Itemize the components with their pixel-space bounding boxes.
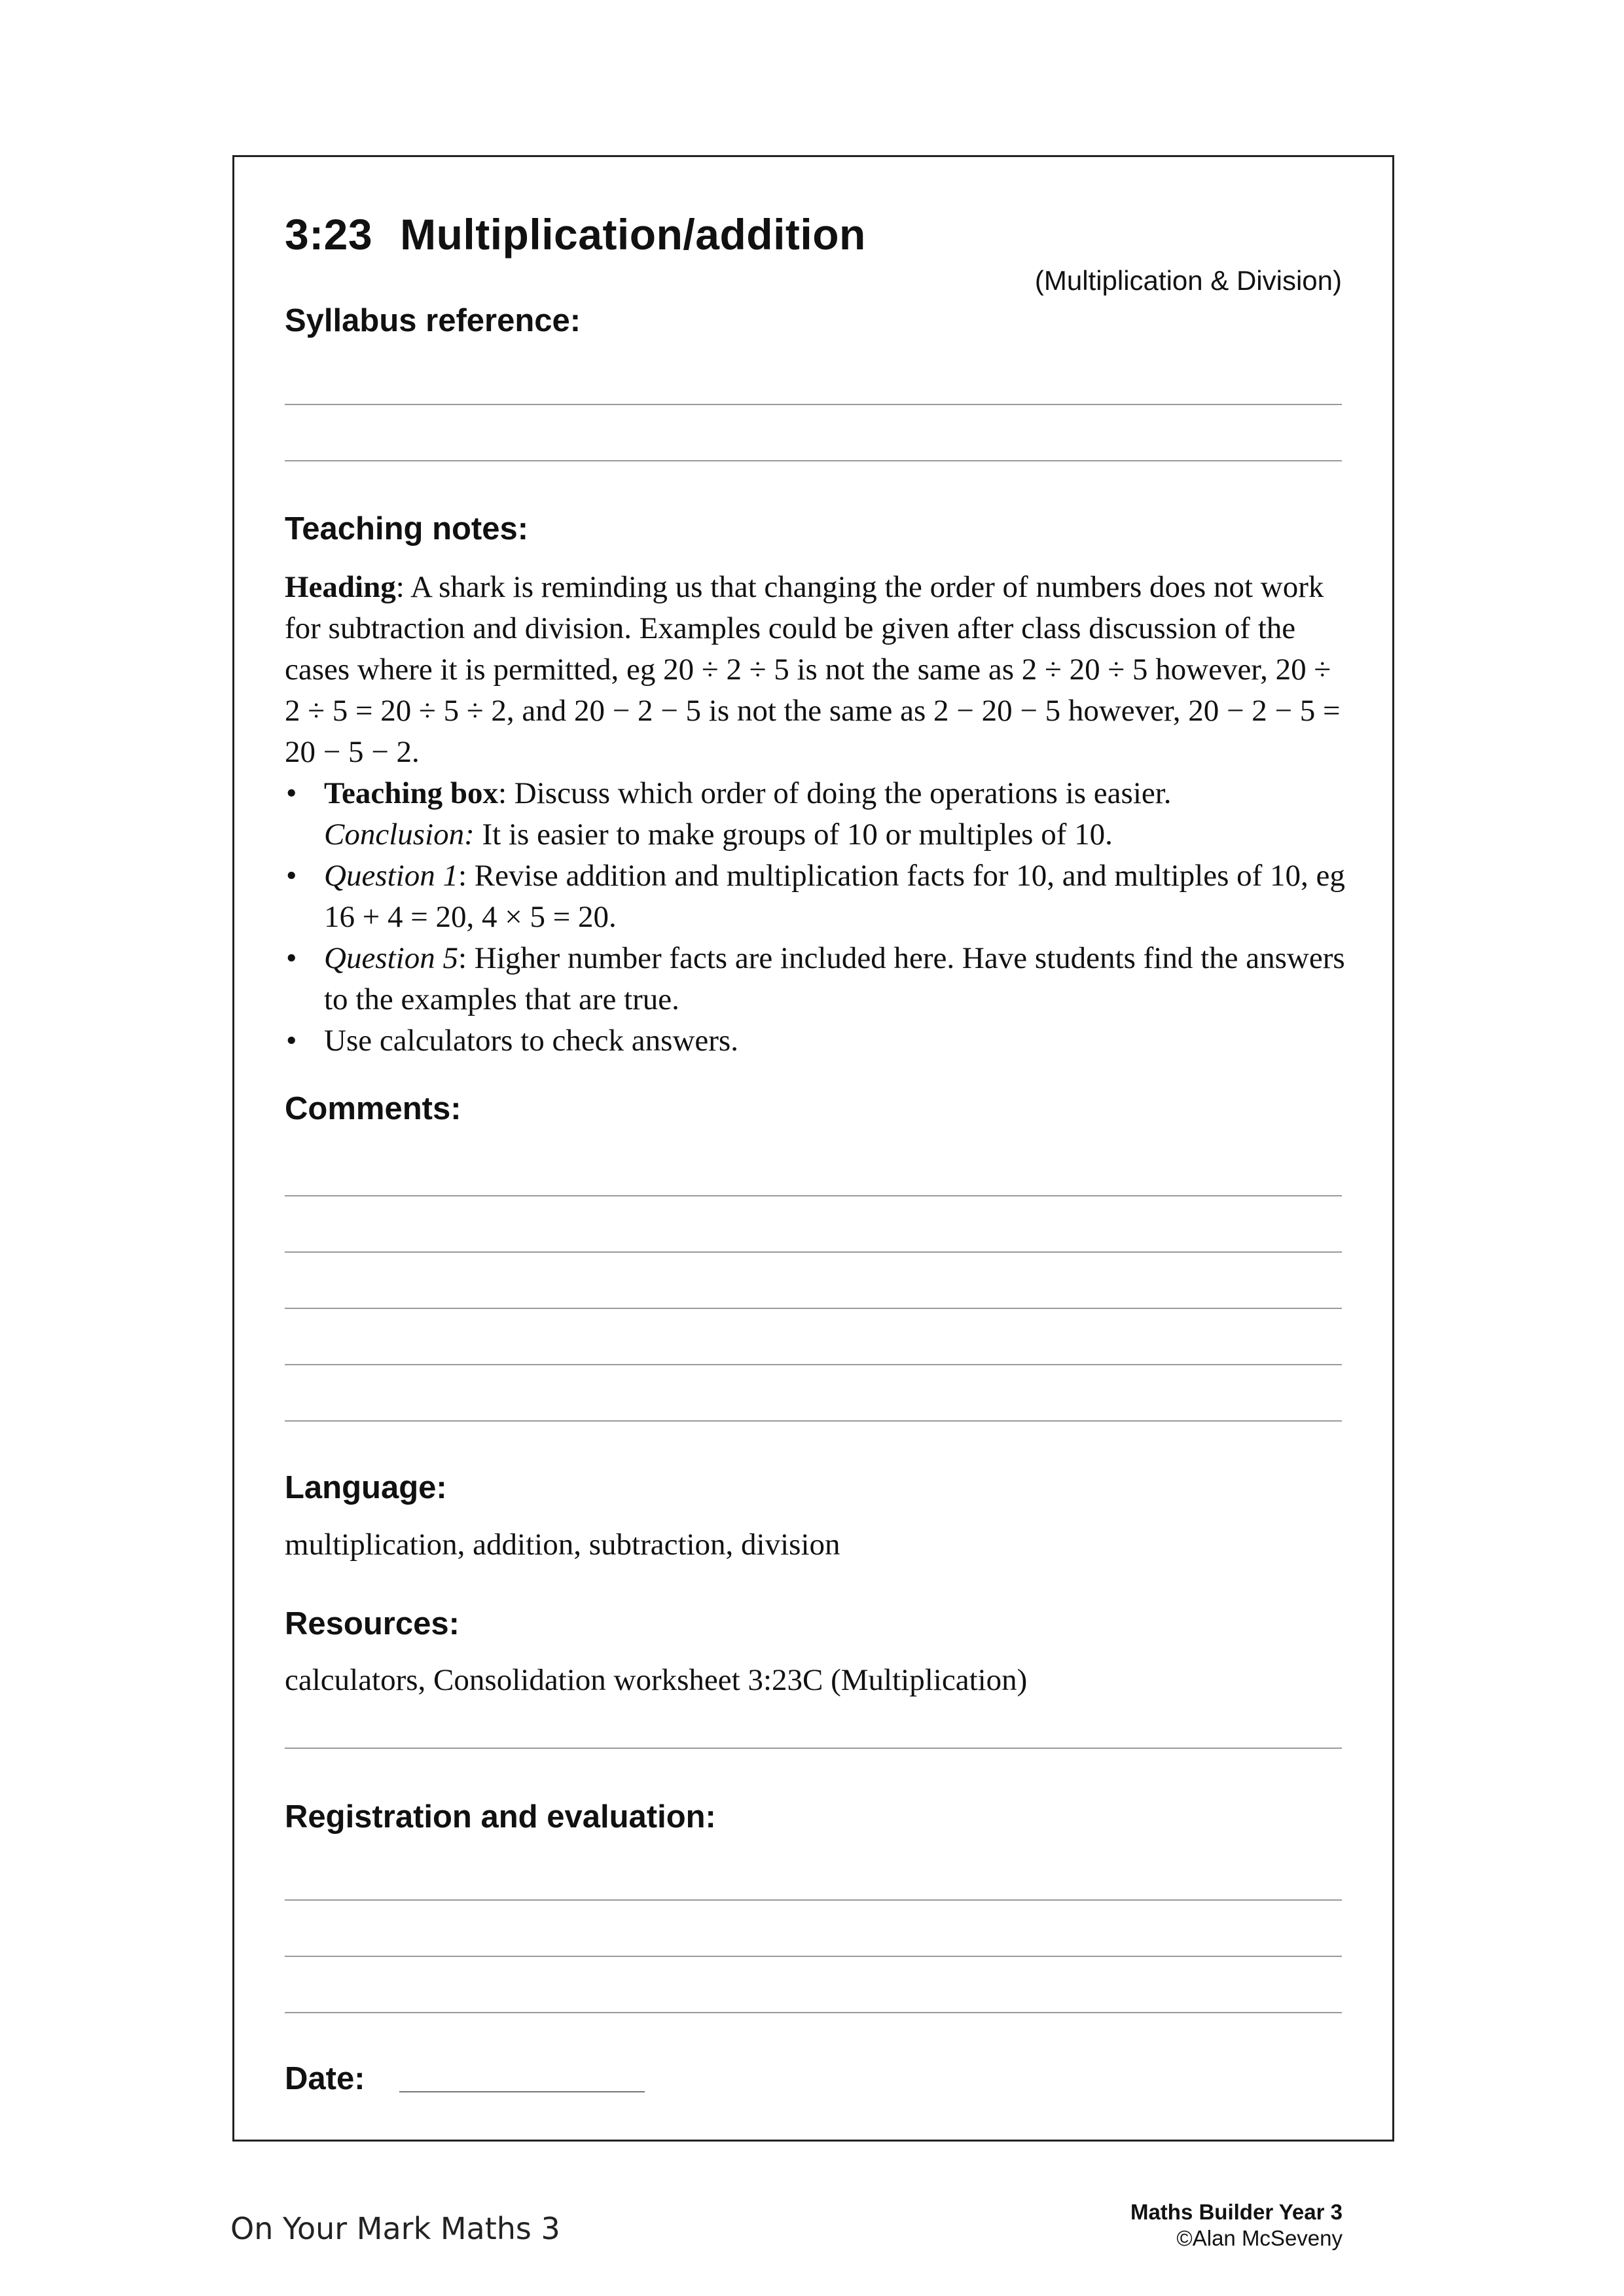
bullet-icon: • xyxy=(286,941,297,975)
teaching-bullets xyxy=(285,773,1345,1062)
language-text: multiplication, addition, subtraction, division xyxy=(285,1528,840,1562)
date-heading: Date: xyxy=(285,2061,365,2096)
syllabus-line-2[interactable] xyxy=(285,460,1342,461)
date-field-line[interactable] xyxy=(399,2091,645,2092)
registration-heading: Registration and evaluation: xyxy=(285,1799,716,1835)
comments-line-2[interactable] xyxy=(285,1251,1342,1253)
bullet-item xyxy=(285,773,1345,855)
footer-credits xyxy=(1130,2199,1343,2251)
bullet-item xyxy=(285,855,1345,938)
registration-line-2[interactable] xyxy=(285,1956,1342,1957)
comments-line-1[interactable] xyxy=(285,1195,1342,1196)
bullet-lead: Teaching box xyxy=(324,776,498,810)
bullet-icon: • xyxy=(286,1024,297,1058)
bullet-text: : Discuss which order of doing the operations is easier. xyxy=(497,776,1172,810)
comments-heading: Comments: xyxy=(285,1091,461,1126)
intro-text: : A shark is reminding us that changing the order of numbers does not work for subtraction and division. Examples could be given after class discussion of the cases where it is permitted, eg 20 ÷ 2 ÷ 5 is not the same as 2 ÷ 20 ÷ 5 however, 20 ÷ 2 ÷ 5 = 20 ÷ 5 ÷ 2, and 20 − 2 − 5 is not the same as 2 − 20 − 5 however, 20 − 2 − 5 = 20 − 5 − 2. xyxy=(285,570,1341,769)
conclusion-label: Conclusion: xyxy=(324,817,475,852)
strand-label: (Multiplication & Division) xyxy=(1034,265,1342,296)
bullet-lead: Question 5 xyxy=(324,941,458,975)
language-heading: Language: xyxy=(285,1470,447,1505)
resources-heading: Resources: xyxy=(285,1606,460,1641)
intro-bold: Heading xyxy=(285,570,396,604)
teaching-intro xyxy=(285,567,1345,773)
lesson-title: Multiplication/addition xyxy=(400,210,866,259)
bullet-item xyxy=(285,1020,1345,1062)
comments-line-4[interactable] xyxy=(285,1364,1342,1365)
registration-line-1[interactable] xyxy=(285,1899,1342,1901)
teaching-notes-heading: Teaching notes: xyxy=(285,511,529,547)
syllabus-heading: Syllabus reference: xyxy=(285,303,581,338)
conclusion-text: It is easier to make groups of 10 or multiples of 10. xyxy=(474,817,1113,852)
page-title xyxy=(285,209,866,259)
teaching-notes-body xyxy=(285,567,1345,1062)
bullet-lead: Question 1 xyxy=(324,859,458,893)
bullet-icon: • xyxy=(286,859,297,893)
syllabus-line-1[interactable] xyxy=(285,404,1342,405)
lesson-number: 3:23 xyxy=(285,210,373,259)
footer-copyright: ©Alan McSeveny xyxy=(1176,2226,1343,2250)
bullet-text: : Higher number facts are included here. Have students find the answers to the examples that are true. xyxy=(324,941,1345,1016)
page-frame xyxy=(232,155,1394,2142)
comments-line-5[interactable] xyxy=(285,1420,1342,1422)
bullet-text: Use calculators to check answers. xyxy=(324,1024,738,1058)
bullet-icon: • xyxy=(286,776,297,810)
footer-series-title: On Your Mark Maths 3 xyxy=(230,2211,560,2246)
resources-text: calculators, Consolidation worksheet 3:23C (Multiplication) xyxy=(285,1663,1028,1697)
registration-line-3[interactable] xyxy=(285,2012,1342,2013)
bullet-text: : Revise addition and multiplication facts for 10, and multiples of 10, eg 16 + 4 = 20, 4 × 5 = 20. xyxy=(324,859,1345,934)
resources-line[interactable] xyxy=(285,1748,1342,1749)
footer-book-title: Maths Builder Year 3 xyxy=(1130,2200,1343,2224)
comments-line-3[interactable] xyxy=(285,1308,1342,1309)
bullet-item xyxy=(285,938,1345,1020)
